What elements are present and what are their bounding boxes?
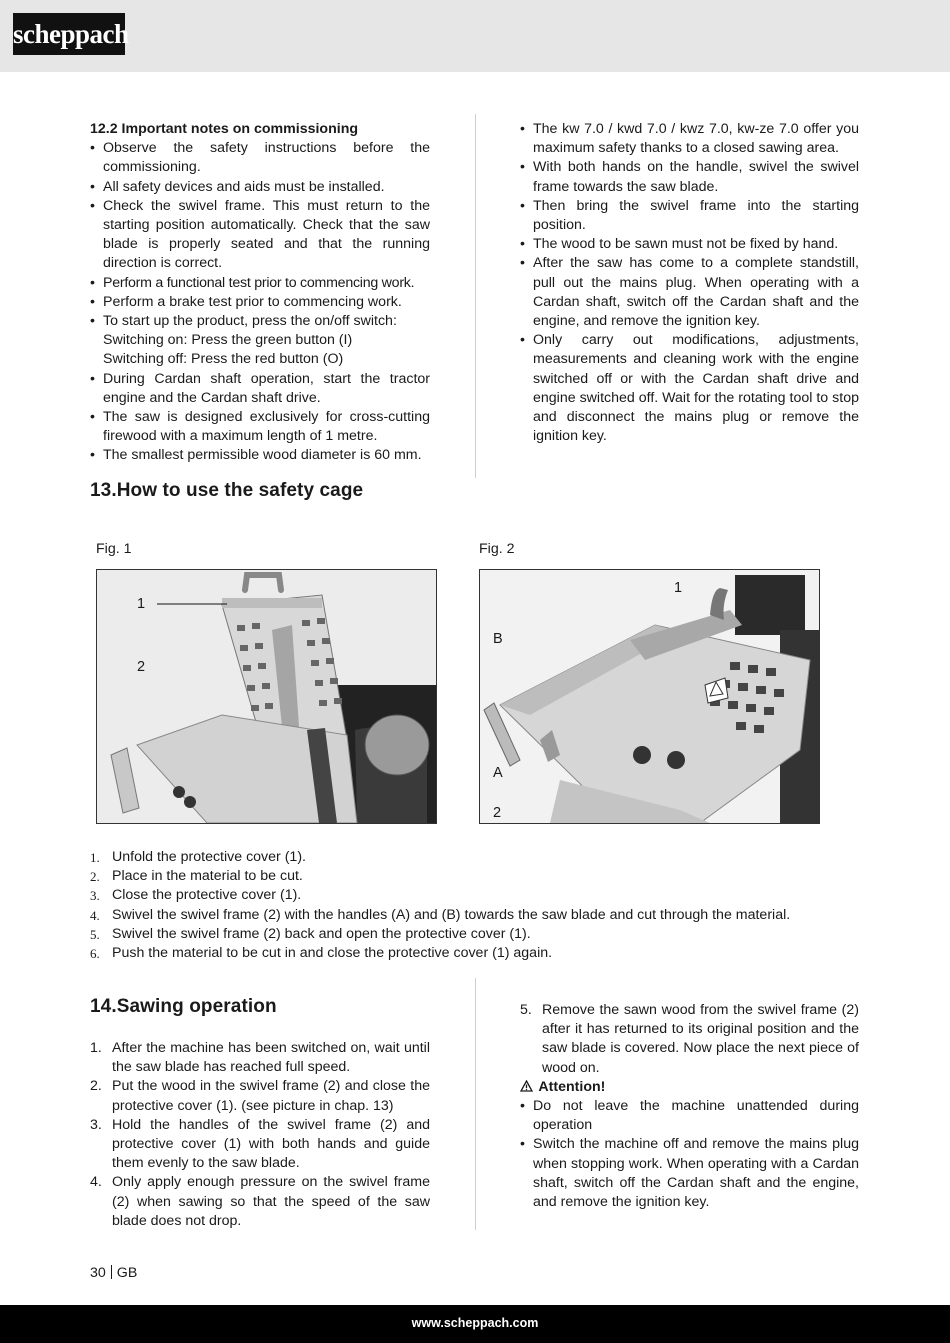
attention-label: Attention! [538, 1078, 606, 1095]
step-number: 2. [90, 869, 100, 885]
section-12-2-title: 12.2 Important notes on commissioning [90, 121, 359, 137]
fig-2-callout-a: A [493, 765, 503, 781]
list-item: • With both hands on the handle, swivel the swivel frame towards the saw blade. [520, 158, 859, 196]
step-number: 3. [90, 888, 100, 904]
list-item [90, 944, 870, 963]
sawing-steps-left-list [90, 1039, 430, 1231]
section-14-right-column [520, 1001, 859, 1212]
step-text: Remove the sawn wood from the swivel frame (2) after it has returned to its original position and the saw blade is covered. Now place the next piece of wood on. [542, 1002, 859, 1076]
list-item: • During Cardan shaft operation, start the tractor engine and the Cardan shaft drive. [90, 370, 430, 408]
page-number [90, 1265, 137, 1281]
list-item: • All safety devices and aids must be installed. [90, 178, 430, 197]
step-text: Push the material to be cut in and close the protective cover (1) again. [112, 945, 553, 962]
attention-heading [520, 1078, 859, 1097]
step-text: Place in the material to be cut. [112, 868, 303, 885]
list-item [520, 1001, 859, 1078]
page-header [0, 0, 950, 72]
website-url: www.scheppach.com [411, 1316, 539, 1330]
step-text: After the machine has been switched on, wait until the saw blade has reached full speed. [112, 1040, 430, 1076]
scheppach-logo: scheppach [13, 13, 125, 55]
on-off-switch-instruction: To start up the product, press the on/off switch: [103, 313, 397, 330]
fig-1-callout-2: 2 [137, 659, 146, 675]
fig-2-image [479, 569, 820, 824]
list-item: • The wood to be sawn must not be fixed by hand. [520, 235, 859, 254]
fig-1-callout-1: 1 [137, 596, 146, 612]
list-item: • Observe the safety instructions before the commissioning. [90, 139, 430, 177]
step-number: 1. [90, 850, 100, 865]
step-text: Hold the handles of the swivel frame (2) and protective cover (1) with both hands and guide them evenly to the saw blade. [112, 1116, 430, 1172]
step-number: 4. [90, 1174, 102, 1191]
list-item [90, 867, 870, 886]
list-item: • The saw is designed exclusively for cross-cutting firewood with a maximum length of 1 metre. [90, 408, 430, 446]
step-number: 5. [90, 926, 100, 942]
safety-cage-closed-illustration [480, 570, 819, 823]
list-item: • Switch the machine off and remove the mains plug when stopping work. When operating with a Cardan shaft, switch off the Cardan shaft and the engine, and remove the ignition key. [520, 1135, 859, 1212]
list-item: • The smallest permissible wood diameter is 60 mm. [90, 446, 430, 465]
language-code: GB [116, 1265, 138, 1281]
fig-2-callout-b: B [493, 631, 503, 647]
list-item [90, 1116, 430, 1174]
step-number: 4. [90, 907, 100, 923]
list-item [90, 848, 870, 867]
safety-notes-list [520, 120, 859, 446]
list-item: • Perform a brake test prior to commencing work. [90, 293, 430, 312]
safety-cage-open-illustration [97, 570, 436, 823]
column-divider [475, 114, 476, 478]
list-item: • After the saw has come to a complete standstill, pull out the mains plug. When operating with a Cardan shaft, switch off the Cardan shaft and the engine, and remove the ignition key. [520, 254, 859, 331]
list-item [90, 886, 870, 905]
warning-triangle-icon [520, 1080, 533, 1092]
divider [111, 1265, 112, 1279]
page-footer [0, 1305, 950, 1343]
switch-off-instruction: Switching off: Press the red button (O) [103, 351, 344, 368]
section-14-number: 14. [90, 996, 117, 1017]
list-item: • Check the swivel frame. This must return to the starting position automatically. Check that the saw blade is properly seated and that the running direction is correct. [90, 197, 430, 274]
list-item [90, 925, 870, 944]
list-item [90, 906, 870, 925]
step-number: 3. [90, 1116, 102, 1133]
section-13-title: How to use the safety cage [116, 480, 364, 501]
step-number: 6. [90, 946, 100, 962]
fig-2-callout-2: 2 [493, 805, 502, 821]
step-text: Swivel the swivel frame (2) with the handles (A) and (B) towards the saw blade and cut through the material. [112, 906, 791, 923]
step-number: 1. [90, 1040, 102, 1056]
page-number-value: 30 [90, 1265, 106, 1281]
step-text: Put the wood in the swivel frame (2) and close the protective cover (1). (see picture in chap. 13) [112, 1078, 430, 1114]
section-13-number: 13. [90, 480, 117, 501]
section-13-heading [90, 480, 363, 502]
list-item [90, 312, 430, 370]
section-14-title: Sawing operation [116, 996, 277, 1017]
step-text: Close the protective cover (1). [112, 887, 302, 904]
section-12-2-left-column [90, 120, 430, 466]
column-divider [475, 978, 476, 1230]
list-item: • The kw 7.0 / kwd 7.0 / kwz 7.0, kw-ze 7.0 offer you maximum safety thanks to a closed sawing area. [520, 120, 859, 158]
list-item: • Perform a functional test prior to commencing work. [90, 274, 430, 293]
step-text: Unfold the protective cover (1). [112, 849, 306, 865]
section-12-2-right-column [520, 120, 859, 446]
step-number: 2. [90, 1078, 102, 1095]
step-number: 5. [520, 1002, 532, 1018]
list-item [90, 1039, 430, 1077]
attention-list [520, 1097, 859, 1212]
fig-1-image [96, 569, 437, 824]
list-item: • Then bring the swivel frame into the starting position. [520, 197, 859, 235]
safety-cage-steps-list [90, 848, 870, 963]
fig-1-label: Fig. 1 [96, 541, 132, 557]
list-item [90, 1173, 430, 1231]
switch-on-instruction: Switching on: Press the green button (I) [103, 332, 353, 349]
fig-2-label: Fig. 2 [479, 541, 515, 557]
section-14-heading [90, 996, 277, 1018]
list-item [90, 1077, 430, 1115]
step-text: Only apply enough pressure on the swivel frame (2) when sawing so that the speed of the saw blade does not drop. [112, 1174, 430, 1229]
fig-2-callout-1: 1 [674, 580, 683, 596]
sawing-steps-right-list [520, 1001, 859, 1078]
list-item: • Only carry out modifications, adjustments, measurements and cleaning work with the engine switched off or with the Cardan shaft drive and engine switched off. Wait for the rotating tool to stop and disconnect the mains plug or remove the ignition key. [520, 331, 859, 446]
list-item: • Do not leave the machine unattended during operation [520, 1097, 859, 1135]
commissioning-notes-list [90, 139, 430, 465]
step-text: Swivel the swivel frame (2) back and open the protective cover (1). [112, 925, 531, 942]
